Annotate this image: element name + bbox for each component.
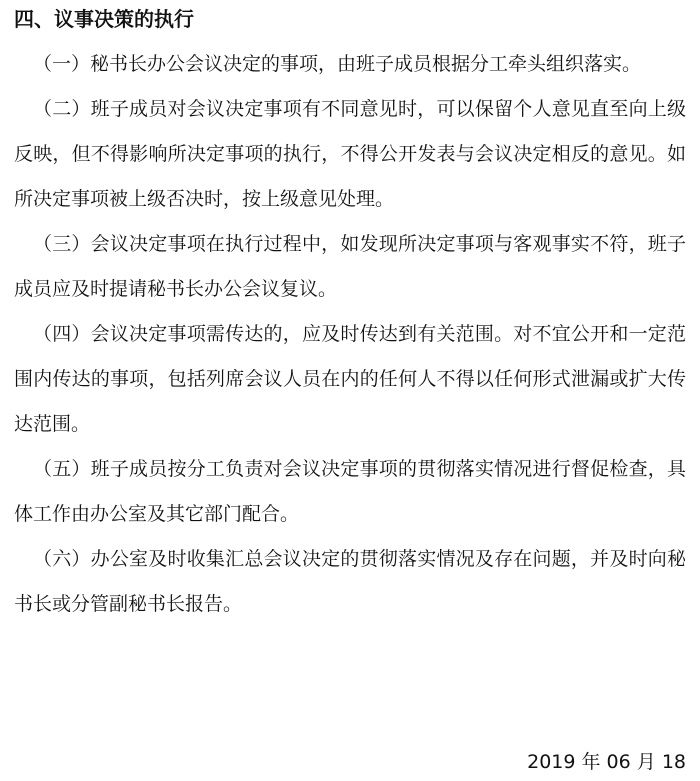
- section-title: 四、议事决策的执行: [14, 7, 194, 31]
- paragraph-3: （三）会议决定事项在执行过程中，如发现所决定事项与客观事实不符，班子成员应及时提请秘书长办公会议复议。: [14, 233, 686, 300]
- document-date: 2019 年 06 月 18: [527, 751, 686, 773]
- paragraph-6: （六）办公室及时收集汇总会议决定的贯彻落实情况及存在问题，并及时向秘书长或分管副秘书长报告。: [14, 548, 686, 615]
- paragraph-5: （五）班子成员按分工负责对会议决定事项的贯彻落实情况进行督促检查，具体工作由办公室及其它部门配合。: [14, 458, 686, 525]
- paragraph-1: （一）秘书长办公会议决定的事项，由班子成员根据分工牵头组织落实。: [33, 53, 642, 75]
- paragraph-4: （四）会议决定事项需传达的，应及时传达到有关范围。对不宜公开和一定范围内传达的事项，包括列席会议人员在内的任何人不得以任何形式泄漏或扩大传达范围。: [14, 323, 686, 435]
- paragraph-2: （二）班子成员对会议决定事项有不同意见时，可以保留个人意见直至向上级反映，但不得影响所决定事项的执行，不得公开发表与会议决定相反的意见。如所决定事项被上级否决时，按上级意见处理。: [14, 98, 686, 210]
